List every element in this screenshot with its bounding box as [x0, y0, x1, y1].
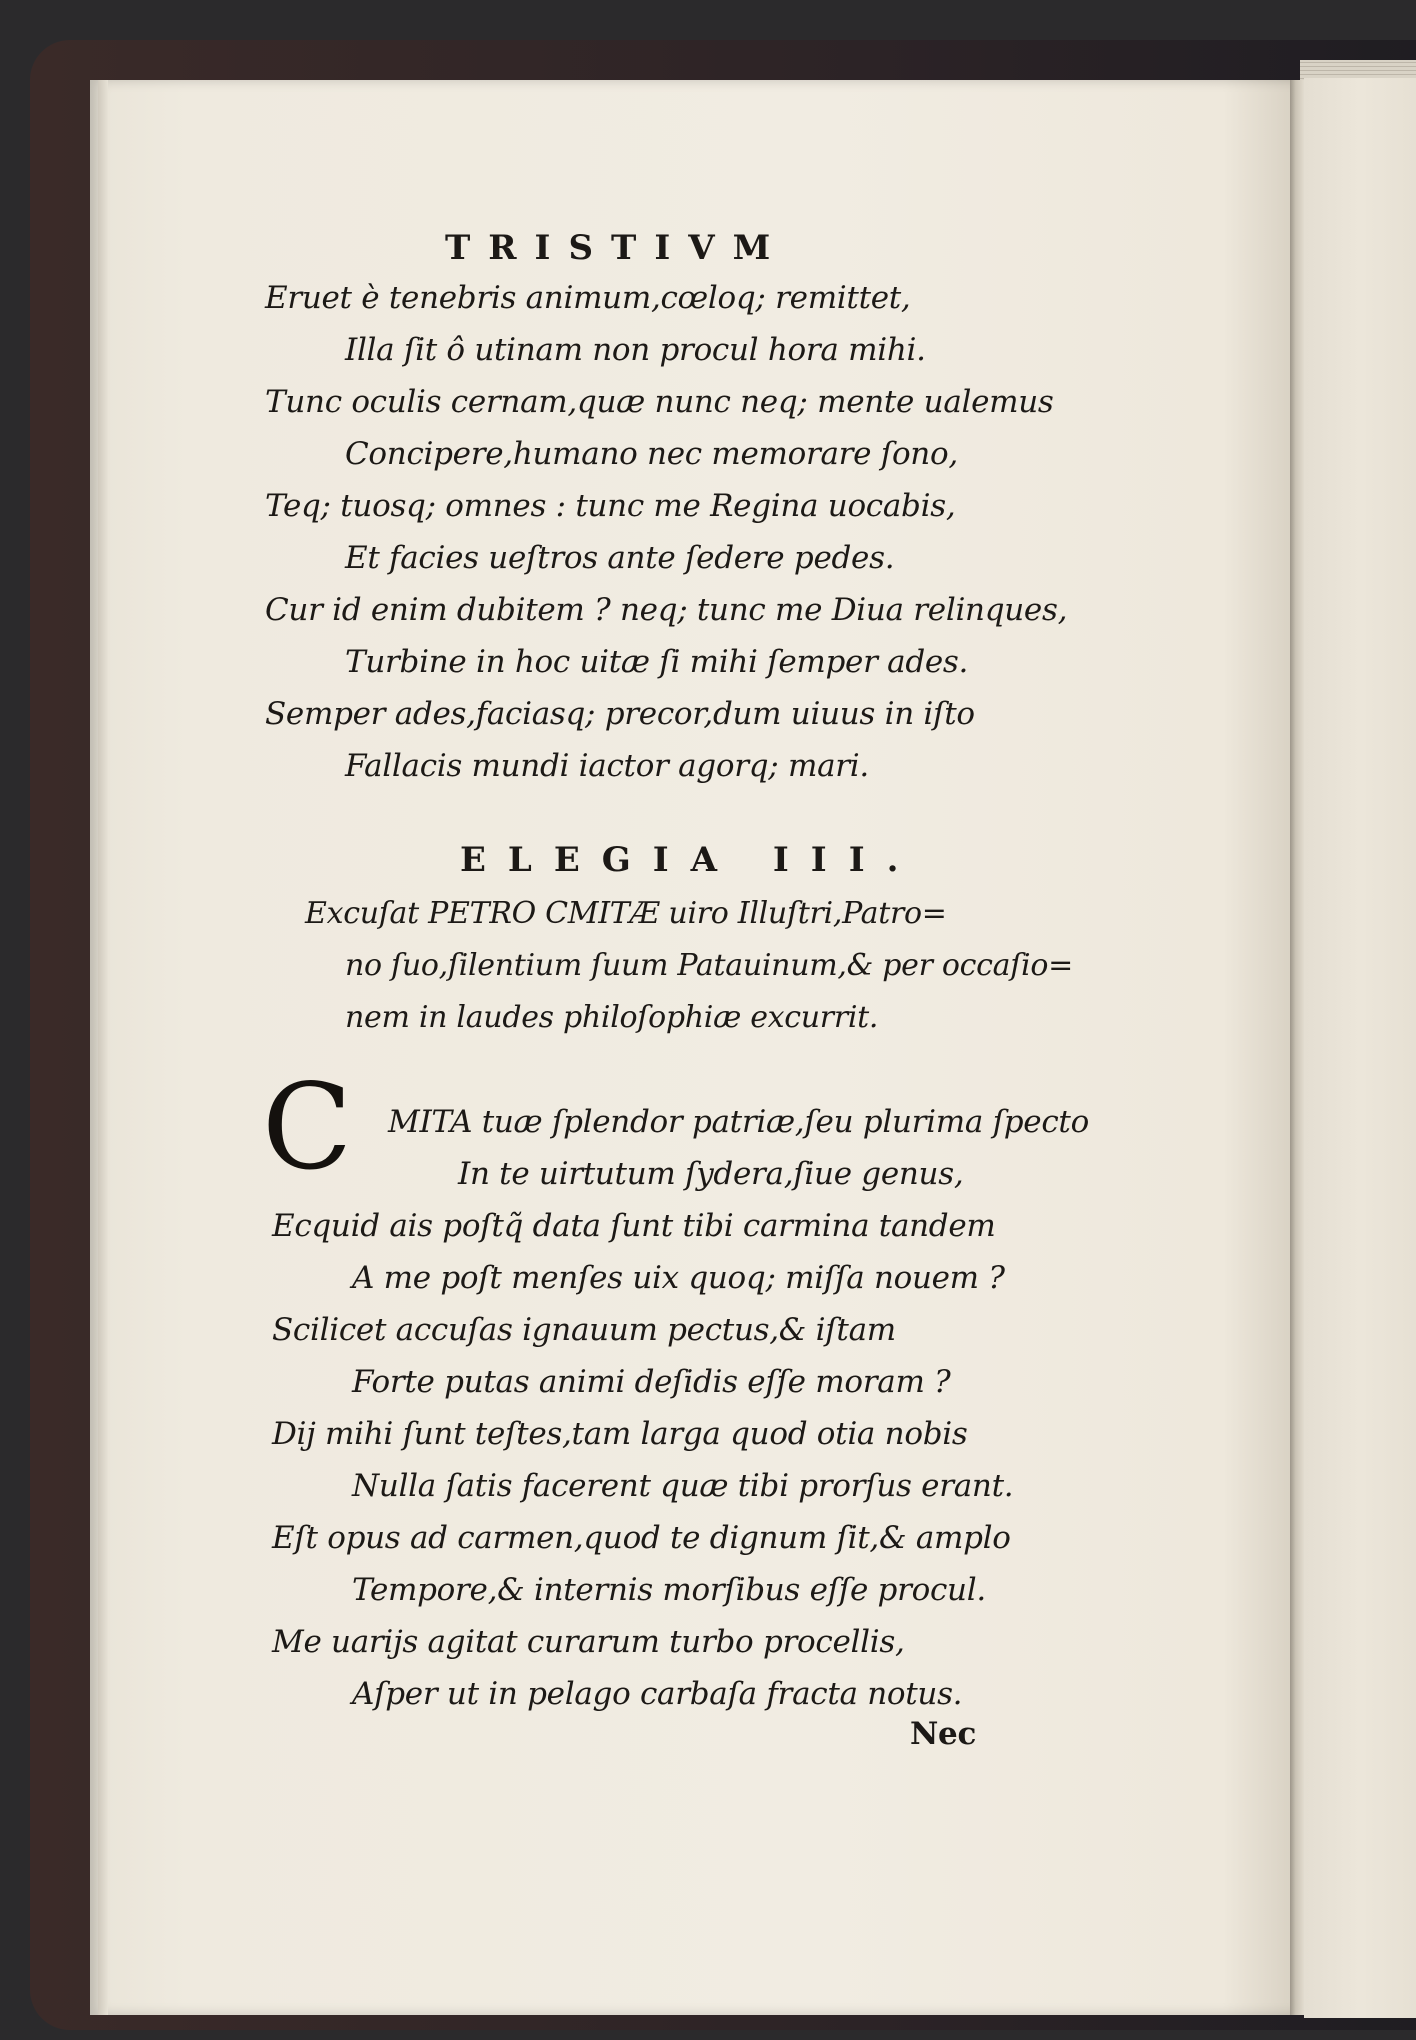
left-page: [90, 80, 1295, 2015]
verse-line: Nulla ſatis facerent quæ tibi prorſus erant.: [352, 1468, 1014, 1504]
argument-line: no ſuo,ſilentium ſuum Patauinum,& per occaſio=: [345, 948, 1073, 983]
verse-line: Dij mihi ſunt teſtes,tam larga quod otia nobis: [272, 1416, 968, 1452]
verse-line: Ecquid ais poſtq̃ data ſunt tibi carmina tandem: [272, 1208, 996, 1244]
verse-line: Me uarijs agitat curarum turbo procellis,: [272, 1624, 905, 1660]
verse-line: Turbine in hoc uitæ ſi mihi ſemper ades.: [345, 644, 969, 680]
verse-line: A me poſt menſes uix quoq; miſſa nouem ?: [352, 1260, 1005, 1296]
verse-line: Eruet è tenebris animum,cœloq; remittet,: [265, 280, 911, 316]
verse-line: Scilicet accuſas ignauum pectus,& iſtam: [272, 1312, 896, 1348]
argument-line: nem in laudes philoſophiæ excurrit.: [345, 1000, 879, 1035]
verse-line: Et facies ueſtros ante ſedere pedes.: [345, 540, 895, 576]
section-heading: ELEGIA III.: [460, 840, 921, 880]
book-gutter: [1290, 80, 1304, 2015]
right-page-edge: [1304, 78, 1416, 2018]
verse-line: Tempore,& internis morſibus eſſe procul.: [352, 1572, 986, 1608]
verse-line: Illa ſit ô utinam non procul hora mihi.: [345, 332, 926, 368]
verse-line: MITA tuæ ſplendor patriæ,ſeu plurima ſpecto: [388, 1104, 1089, 1140]
verse-line: Fallacis mundi iactor agorq; mari.: [345, 748, 869, 784]
verse-line: Eſt opus ad carmen,quod te dignum ſit,& amplo: [272, 1520, 1011, 1556]
verse-line: Tunc oculis cernam,quæ nunc neq; mente ualemus: [265, 384, 1054, 420]
verse-line: Semper ades,faciasq; precor,dum uiuus in iſto: [265, 696, 975, 732]
catchword: Nec: [910, 1716, 977, 1752]
running-title: TRISTIVM: [445, 228, 789, 268]
verse-line: Aſper ut in pelago carbaſa fracta notus.: [352, 1676, 963, 1712]
verse-line: Forte putas animi deſidis eſſe moram ?: [352, 1364, 951, 1400]
verse-line: In te uirtutum ſydera,ſiue genus,: [458, 1156, 964, 1192]
argument-line: Excuſat PETRO CMITÆ uiro Illuſtri,Patro=: [305, 896, 947, 931]
verse-line: Cur id enim dubitem ? neq; tunc me Diua relinques,: [265, 592, 1068, 628]
verse-line: Teq; tuosq; omnes : tunc me Regina uocabis,: [265, 488, 956, 524]
drop-capital: C: [262, 1058, 353, 1196]
verse-line: Concipere,humano nec memorare ſono,: [345, 436, 958, 472]
